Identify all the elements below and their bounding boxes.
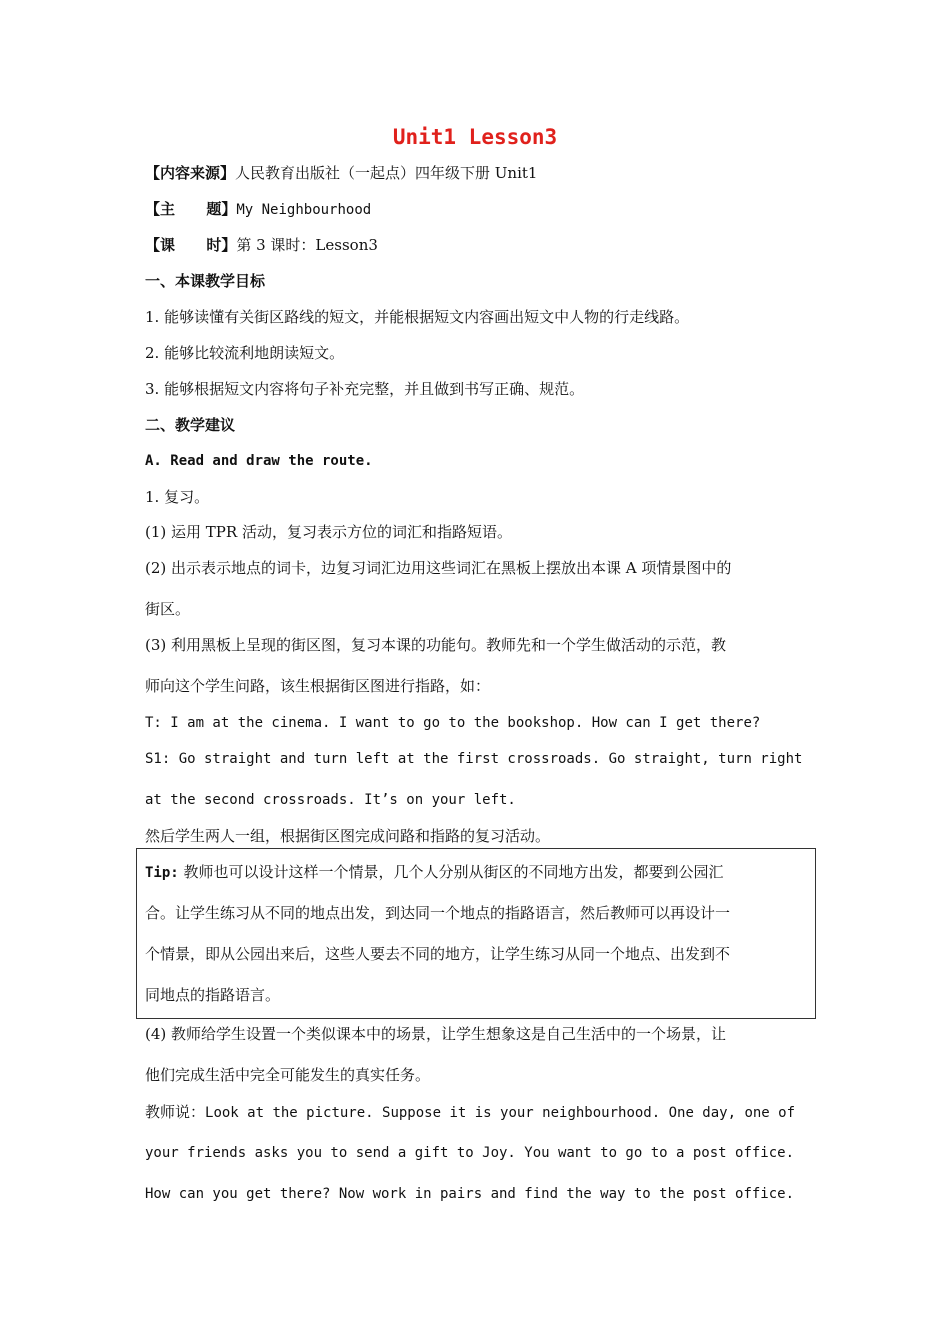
section2-heading: 二、教学建议 bbox=[145, 416, 236, 434]
dialog-line: T: I am at the cinema. I want to go to the bookshop. How can I get there? bbox=[145, 715, 761, 731]
dialog-line: S1: Go straight and turn left at the first crossroads. Go straight, turn right bbox=[145, 751, 803, 767]
tip-line: 个情景，即从公园出来后，这些人要去不同的地方，让学生练习从同一个地点、出发到不 bbox=[145, 945, 731, 963]
tip-line: 合。让学生练习从不同的地点出发，到达同一个地点的指路语言，然后教师可以再设计一 bbox=[145, 904, 731, 922]
paragraph: (1) 运用 TPR 活动，复习表示方位的词汇和指路短语。 bbox=[145, 523, 512, 541]
objective-item: 3. 能够根据短文内容将句子补充完整，并且做到书写正确、规范。 bbox=[145, 380, 585, 398]
topic-label: 【主 题】 bbox=[145, 200, 237, 218]
paragraph: (2) 出示表示地点的词卡，边复习词汇边用这些词汇在黑板上摆放出本课 A 项情景图中的 bbox=[145, 559, 732, 577]
tip-line: 同地点的指路语言。 bbox=[145, 986, 281, 1004]
objective-item: 1. 能够读懂有关街区路线的短文，并能根据短文内容画出短文中人物的行走线路。 bbox=[145, 308, 690, 326]
topic-value: My Neighbourhood bbox=[236, 202, 372, 218]
tip-text: 教师也可以设计这样一个情景，几个人分别从街区的不同地方出发，都要到公园汇 bbox=[183, 863, 724, 881]
teacher-line: How can you get there? Now work in pairs and find the way to the post office. bbox=[145, 1186, 795, 1202]
source-label: 【内容来源】 bbox=[145, 164, 236, 182]
teacher-text: Look at the picture. Suppose it is your neighbourhood. One day, one of bbox=[205, 1105, 796, 1121]
section1-heading: 一、本课教学目标 bbox=[145, 272, 266, 290]
objective-item: 2. 能够比较流利地朗读短文。 bbox=[145, 344, 345, 362]
paragraph: (4) 教师给学生设置一个类似课本中的场景，让学生想象这是自己生活中的一个场景，让 bbox=[145, 1025, 727, 1043]
topic-line bbox=[145, 198, 810, 221]
teacher-line bbox=[145, 1101, 810, 1124]
paragraph: 他们完成生活中完全可能发生的真实任务。 bbox=[145, 1066, 431, 1084]
section2-subheading: A. Read and draw the route. bbox=[145, 453, 373, 469]
period-line bbox=[145, 234, 810, 256]
tip-label: Tip: bbox=[145, 865, 179, 881]
source-value: 人民教育出版社（一起点）四年级下册 Unit1 bbox=[235, 164, 538, 182]
period-value: 第 3 课时：Lesson3 bbox=[236, 236, 378, 254]
paragraph: 师向这个学生问路，该生根据街区图进行指路，如： bbox=[145, 677, 491, 695]
dialog-line: at the second crossroads. It’s on your left. bbox=[145, 792, 516, 808]
tip-line bbox=[145, 861, 810, 884]
step1: 1. 复习。 bbox=[145, 488, 210, 506]
paragraph: (3) 利用黑板上呈现的街区图，复习本课的功能句。教师先和一个学生做活动的示范，教 bbox=[145, 636, 727, 654]
page-title: Unit1 Lesson3 bbox=[392, 125, 558, 149]
source-line bbox=[145, 162, 810, 184]
paragraph: 然后学生两人一组，根据街区图完成问路和指路的复习活动。 bbox=[145, 827, 551, 845]
paragraph: 街区。 bbox=[145, 600, 191, 618]
period-label: 【课 时】 bbox=[145, 236, 237, 254]
teacher-line: your friends asks you to send a gift to Joy. You want to go to a post office. bbox=[145, 1145, 795, 1161]
teacher-label: 教师说： bbox=[145, 1103, 206, 1121]
